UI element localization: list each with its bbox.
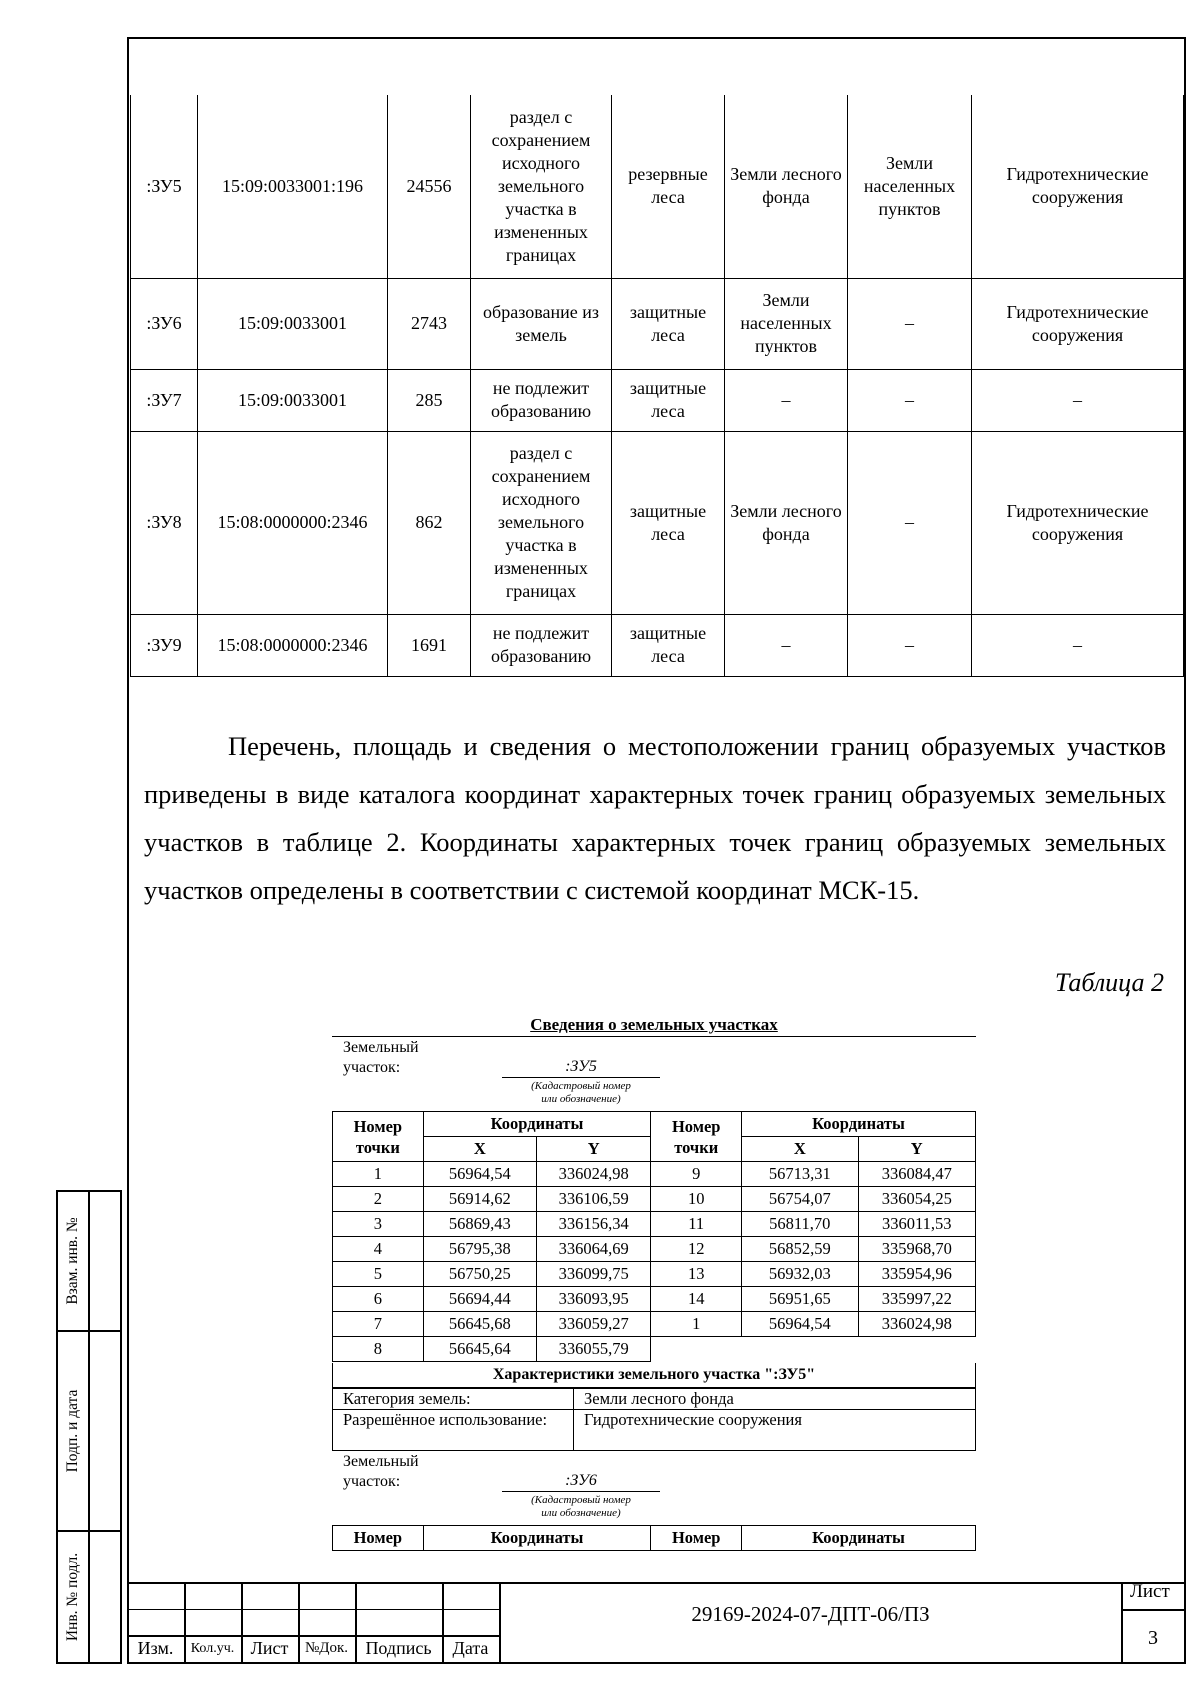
x-coordinate: 56932,03 <box>742 1262 858 1287</box>
category-to: – <box>848 431 972 614</box>
use-value: Гидротехнические сооружения <box>574 1410 976 1451</box>
category-value: Земли лесного фонда <box>574 1389 976 1410</box>
table-row <box>131 95 1184 278</box>
point-number-header: Номер <box>651 1526 742 1551</box>
x-coordinate: 56811,70 <box>742 1212 858 1237</box>
stamp-vzam-label: Взам. инв. № <box>64 1217 81 1305</box>
y-coordinate: 336064,69 <box>537 1237 651 1262</box>
y-coordinate: 336093,95 <box>537 1287 651 1312</box>
x-coordinate: 56964,54 <box>742 1312 858 1337</box>
category-label: Категория земель: <box>333 1389 574 1410</box>
cadastral-number: 15:08:0000000:2346 <box>198 431 388 614</box>
parcel-hint: (Кадастровый номер или обозначение) <box>531 1080 631 1105</box>
x-coordinate: 56951,65 <box>742 1287 858 1312</box>
y-coordinate: 336084,47 <box>858 1162 976 1187</box>
land-parcels-table <box>130 95 1184 677</box>
table-row <box>333 1287 976 1312</box>
x-header: X <box>423 1137 536 1162</box>
permitted-use: – <box>972 369 1184 431</box>
y-header: Y <box>537 1137 651 1162</box>
y-coordinate: 336059,27 <box>537 1312 651 1337</box>
parcel-value: :ЗУ6 <box>502 1471 660 1492</box>
point-number: 1 <box>651 1312 742 1337</box>
category-to: – <box>848 278 972 369</box>
parcel-id: :ЗУ8 <box>131 431 198 614</box>
coordinates-header: Координаты <box>423 1112 651 1137</box>
coordinates-header: Координаты <box>423 1526 651 1551</box>
coordinates-header: Координаты <box>742 1112 976 1137</box>
parcel-label: Земельный участок: <box>343 1453 419 1490</box>
category-to: Земли населенных пунктов <box>848 95 972 278</box>
sheet-number: 3 <box>1148 1627 1158 1649</box>
table-row <box>131 369 1184 431</box>
category-from: Земли лесного фонда <box>725 431 848 614</box>
category-from: Земли населенных пунктов <box>725 278 848 369</box>
point-number: 8 <box>333 1337 424 1362</box>
stamp-podp <box>56 1330 122 1532</box>
parcel-id: :ЗУ7 <box>131 369 198 431</box>
block-title: Сведения о земельных участках <box>332 1015 976 1037</box>
forest-type: резервные леса <box>612 95 725 278</box>
cadastral-number: 15:09:0033001 <box>198 369 388 431</box>
point-number: 12 <box>651 1237 742 1262</box>
y-coordinate: 336024,98 <box>858 1312 976 1337</box>
point-number: 9 <box>651 1162 742 1187</box>
point-number: 1 <box>333 1162 424 1187</box>
stamp-podp-label: Подп. и дата <box>64 1389 81 1473</box>
category-to: – <box>848 614 972 676</box>
x-coordinate: 56645,68 <box>423 1312 536 1337</box>
area: 1691 <box>388 614 471 676</box>
use-label: Разрешённое использование: <box>333 1410 574 1451</box>
parcel-header-zu6 <box>332 1451 976 1525</box>
x-coordinate: 56852,59 <box>742 1237 858 1262</box>
list-label: Лист <box>250 1638 289 1658</box>
y-coordinate: 336055,79 <box>537 1337 651 1362</box>
parcel-hint: (Кадастровый номер или обозначение) <box>531 1494 631 1519</box>
coordinates-table-zu6 <box>332 1525 976 1551</box>
point-number-header: Номер точки <box>651 1112 742 1162</box>
category-from: – <box>725 369 848 431</box>
cadastral-number: 15:09:0033001:196 <box>198 95 388 278</box>
area: 285 <box>388 369 471 431</box>
characteristics-table <box>332 1388 976 1451</box>
table-row <box>333 1212 976 1237</box>
x-header: X <box>742 1137 858 1162</box>
x-coordinate: 56795,38 <box>423 1237 536 1262</box>
area: 2743 <box>388 278 471 369</box>
category-from: Земли лесного фонда <box>725 95 848 278</box>
formation-method: не подлежит образованию <box>471 614 612 676</box>
point-number: 13 <box>651 1262 742 1287</box>
izm-label: Изм. <box>137 1638 174 1658</box>
table-row <box>333 1187 976 1212</box>
formation-method: раздел с сохранением исходного земельного участка в измененных границах <box>471 431 612 614</box>
table-row <box>333 1312 976 1337</box>
y-coordinate: 336106,59 <box>537 1187 651 1212</box>
x-coordinate: 56754,07 <box>742 1187 858 1212</box>
table-label: Таблица 2 <box>1054 968 1164 997</box>
sheet-label: Лист <box>1130 1581 1170 1602</box>
category-from: – <box>725 614 848 676</box>
point-number: 7 <box>333 1312 424 1337</box>
parcel-label: Земельный участок: <box>343 1039 419 1076</box>
table-row <box>131 278 1184 369</box>
y-coordinate: 336011,53 <box>858 1212 976 1237</box>
ndok-label: №Док. <box>304 1640 349 1656</box>
x-coordinate: 56694,44 <box>423 1287 536 1312</box>
point-number-header: Номер точки <box>333 1112 424 1162</box>
kol-label: Кол.уч. <box>190 1641 235 1656</box>
parcel-id: :ЗУ5 <box>131 95 198 278</box>
y-coordinate: 336054,25 <box>858 1187 976 1212</box>
point-number-header: Номер <box>333 1526 424 1551</box>
table-row <box>333 1262 976 1287</box>
empty-cell <box>651 1337 976 1362</box>
podpis-label: Подпись <box>365 1638 432 1658</box>
x-coordinate: 56713,31 <box>742 1162 858 1187</box>
permitted-use: Гидротехнические сооружения <box>972 431 1184 614</box>
category-to: – <box>848 369 972 431</box>
y-coordinate: 336156,34 <box>537 1212 651 1237</box>
parcel-id: :ЗУ9 <box>131 614 198 676</box>
forest-type: защитные леса <box>612 278 725 369</box>
body-paragraph <box>144 722 1166 914</box>
x-coordinate: 56869,43 <box>423 1212 536 1237</box>
paragraph-text: Перечень, площадь и сведения о местоположении границ образуемых участков приведены в виде каталога координат характерных точек границ образуемых земельных участков в таблице 2. Координаты характерных точек границ образуемых земельных участков определены в соответствии с системой координат МСК-15. <box>144 731 1166 905</box>
table-row <box>131 431 1184 614</box>
stamp-inv <box>56 1530 122 1664</box>
point-number: 14 <box>651 1287 742 1312</box>
coordinates-header: Координаты <box>742 1526 976 1551</box>
y-header: Y <box>858 1137 976 1162</box>
point-number: 5 <box>333 1262 424 1287</box>
y-coordinate: 336099,75 <box>537 1262 651 1287</box>
formation-method: образование из земель <box>471 278 612 369</box>
point-number: 6 <box>333 1287 424 1312</box>
area: 862 <box>388 431 471 614</box>
table-row <box>333 1162 976 1187</box>
point-number: 11 <box>651 1212 742 1237</box>
data-label: Дата <box>452 1638 489 1658</box>
forest-type: защитные леса <box>612 369 725 431</box>
document-code: 29169-2024-07-ДПТ-06/ПЗ <box>691 1602 930 1626</box>
parcels-info-block <box>332 1015 976 1551</box>
table-header-row <box>333 1526 976 1551</box>
y-coordinate: 336024,98 <box>537 1162 651 1187</box>
area: 24556 <box>388 95 471 278</box>
table-header-row <box>333 1112 976 1137</box>
x-coordinate: 56750,25 <box>423 1262 536 1287</box>
point-number: 2 <box>333 1187 424 1212</box>
formation-method: не подлежит образованию <box>471 369 612 431</box>
y-coordinate: 335968,70 <box>858 1237 976 1262</box>
forest-type: защитные леса <box>612 431 725 614</box>
permitted-use: Гидротехнические сооружения <box>972 278 1184 369</box>
x-coordinate: 56645,64 <box>423 1337 536 1362</box>
stamp-inv-label: Инв. № подл. <box>64 1552 81 1642</box>
x-coordinate: 56964,54 <box>423 1162 536 1187</box>
coordinates-table-zu5 <box>332 1111 976 1362</box>
table-row <box>131 614 1184 676</box>
stamp-vzam <box>56 1190 122 1332</box>
table-row <box>333 1237 976 1262</box>
point-number: 4 <box>333 1237 424 1262</box>
characteristics-title: Характеристики земельного участка ":ЗУ5" <box>332 1363 976 1388</box>
x-coordinate: 56914,62 <box>423 1187 536 1212</box>
parcel-header-zu5 <box>332 1037 976 1111</box>
cadastral-number: 15:08:0000000:2346 <box>198 614 388 676</box>
table-row <box>333 1337 976 1362</box>
parcel-id: :ЗУ6 <box>131 278 198 369</box>
y-coordinate: 335997,22 <box>858 1287 976 1312</box>
table-row <box>333 1389 976 1410</box>
point-number: 3 <box>333 1212 424 1237</box>
parcel-value: :ЗУ5 <box>502 1057 660 1078</box>
permitted-use: – <box>972 614 1184 676</box>
y-coordinate: 335954,96 <box>858 1262 976 1287</box>
cadastral-number: 15:09:0033001 <box>198 278 388 369</box>
point-number: 10 <box>651 1187 742 1212</box>
table-row <box>333 1410 976 1451</box>
forest-type: защитные леса <box>612 614 725 676</box>
formation-method: раздел с сохранением исходного земельного участка в измененных границах <box>471 95 612 278</box>
permitted-use: Гидротехнические сооружения <box>972 95 1184 278</box>
